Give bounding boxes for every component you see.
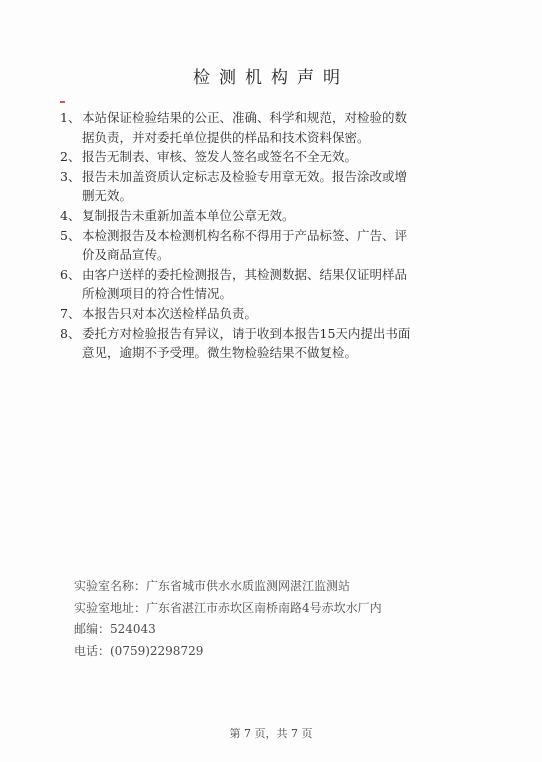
clause-text <box>82 206 480 226</box>
clause-text <box>82 324 480 363</box>
clause-line: 据负责，并对委托单位提供的样品和技术资料保密。 <box>82 129 370 145</box>
clause-list <box>60 108 480 363</box>
lab-postcode: 邮编：524043 <box>74 622 156 636</box>
clause-item <box>60 324 480 363</box>
clause-number: 6、 <box>60 266 81 282</box>
clause-line: 本检测报告及本检测机构名称不得用于产品标签、广告、评 <box>82 227 408 243</box>
clause-line: 本报告只对本次送检样品负责。 <box>82 305 258 321</box>
clause-number: 5、 <box>60 227 81 243</box>
clause-number: 3、 <box>60 168 81 184</box>
clause-item <box>60 147 480 167</box>
clause-number: 2、 <box>60 149 81 165</box>
clause-line: 委托方对检验报告有异议，请于收到本报告15天内提出书面 <box>82 325 411 341</box>
clause-text <box>82 304 480 324</box>
clause-number: 7、 <box>60 305 81 321</box>
page-number-footer: 第 7 页，共 7 页 <box>229 727 313 740</box>
clause-item <box>60 108 480 147</box>
clause-line: 本站保证检验结果的公正、准确、科学和规范，对检验的数 <box>82 110 408 125</box>
clause-line: 删无效。 <box>82 188 133 204</box>
clause-text <box>82 108 480 147</box>
clause-item <box>60 167 480 206</box>
clause-item <box>60 226 480 265</box>
clause-number: 4、 <box>60 207 81 223</box>
clause-line: 价及商品宣传。 <box>82 247 170 263</box>
clause-line: 所检测项目的符合性情况。 <box>82 286 233 302</box>
page-title: 检测机构声明 <box>193 68 349 88</box>
clause-item <box>60 206 480 226</box>
clause-text <box>82 265 480 304</box>
lab-address: 实验室地址：广东省湛江市赤坎区南桥南路4号赤坎水厂内 <box>74 600 382 615</box>
clause-number: 8、 <box>60 325 81 341</box>
clause-number: 1、 <box>60 110 81 125</box>
lab-name: 实验室名称：广东省城市供水水质监测网湛江监测站 <box>74 579 351 593</box>
lab-info <box>74 576 382 662</box>
lab-phone: 电话：(0759)2298729 <box>74 643 204 658</box>
clause-item <box>60 304 480 324</box>
clause-item <box>60 265 480 304</box>
clause-line: 报告无制表、审核、签发人签名或签名不全无效。 <box>82 149 358 165</box>
clause-text <box>82 147 480 167</box>
clause-line: 报告未加盖资质认定标志及检验专用章无效。报告涂改或增 <box>82 168 408 184</box>
clause-text <box>82 226 480 265</box>
red-ink-mark <box>60 101 65 103</box>
clause-line: 由客户送样的委托检测报告，其检测数据、结果仅证明样品 <box>82 266 408 282</box>
clause-line: 意见，逾期不予受理。微生物检验结果不做复检。 <box>82 345 358 361</box>
clause-line: 复制报告未重新加盖本单位公章无效。 <box>82 207 295 223</box>
clause-text <box>82 167 480 206</box>
